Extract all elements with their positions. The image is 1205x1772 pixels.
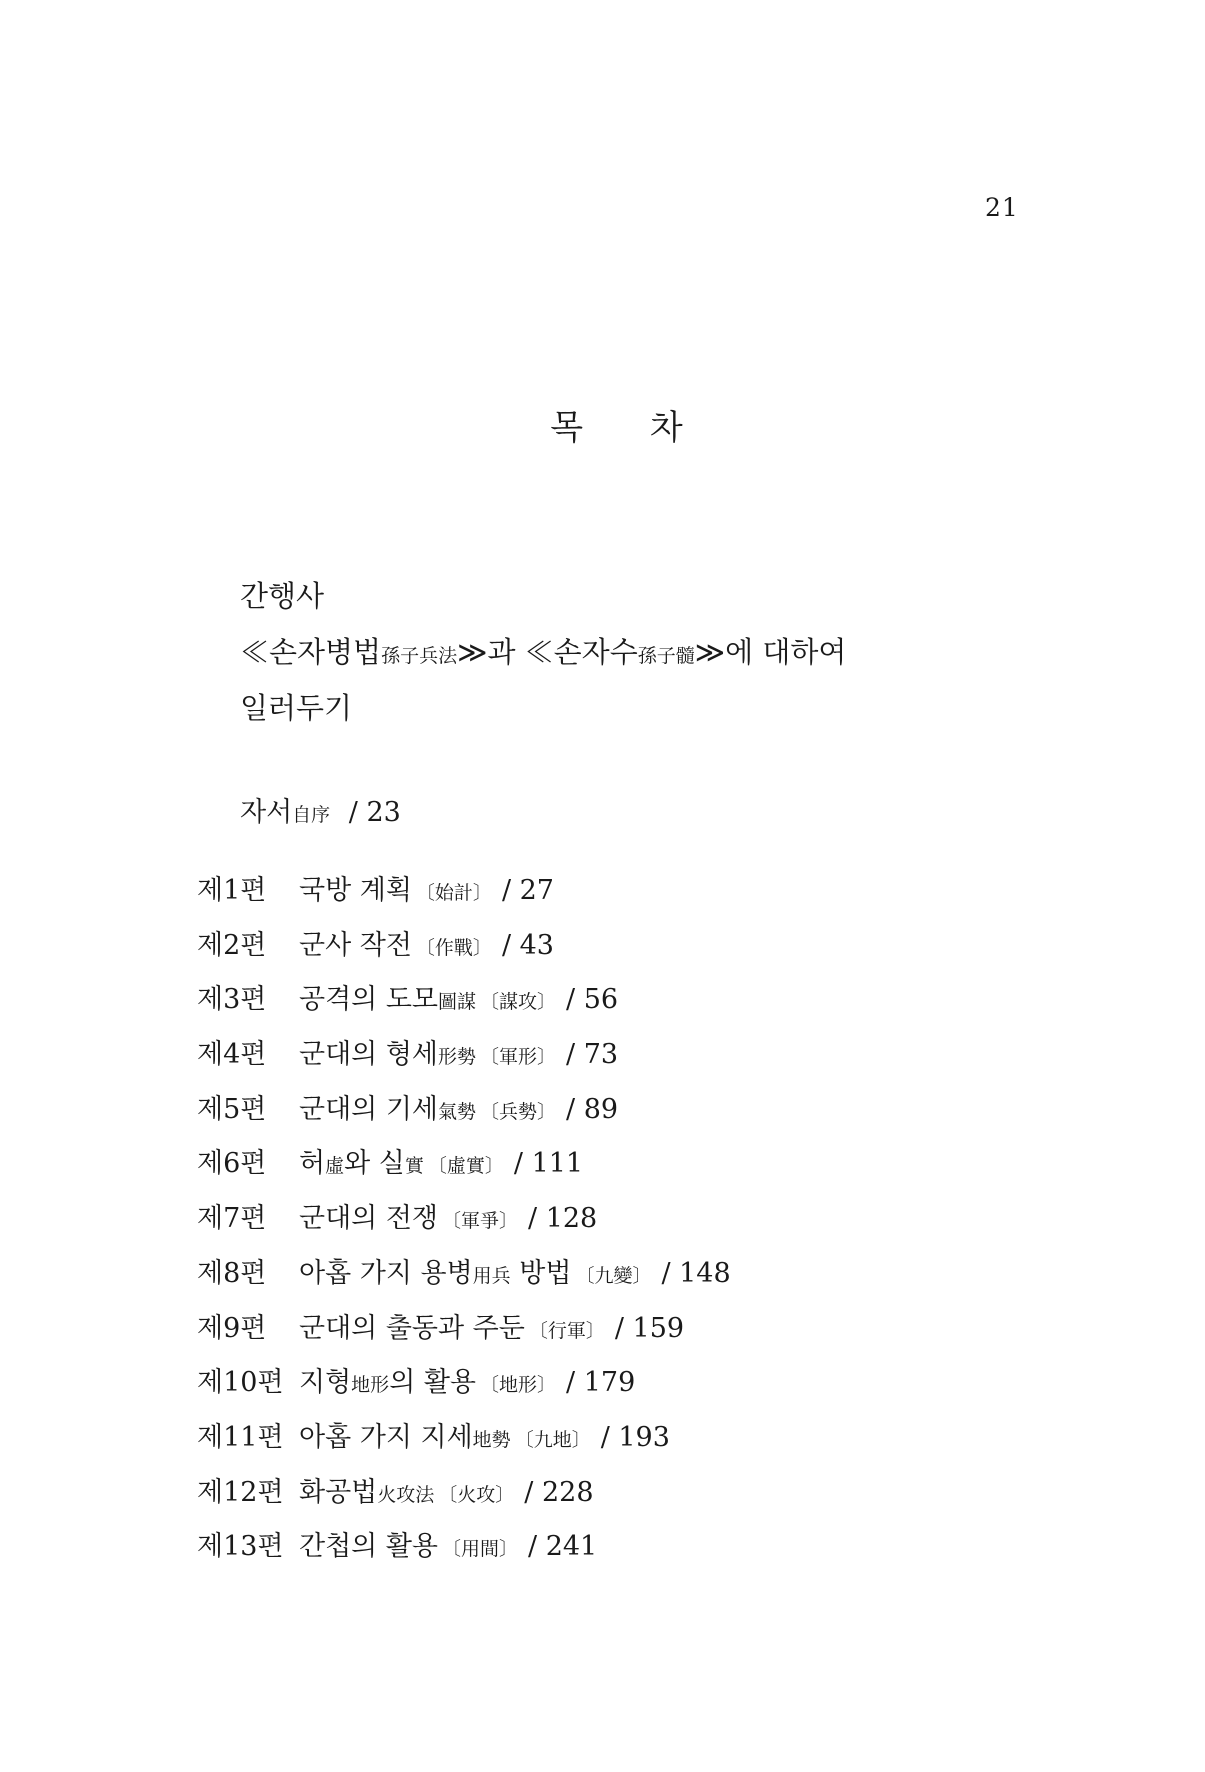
chapter-entry[interactable] [197,1083,731,1138]
title-text: 간첩의 활용 [299,1531,438,1563]
chapter-label: 제2편 [197,929,267,961]
chapter-page: / 228 [524,1476,594,1508]
hanja-text: 火攻法 [377,1483,435,1506]
chapter-title [299,973,476,1030]
chapter-title [299,1520,438,1575]
chapter-label: 제3편 [197,984,267,1016]
chapter-page: / 56 [566,984,619,1016]
hanja-text: 地形 [351,1374,390,1397]
title-text: 군사 작전 [299,929,412,961]
chapter-list [197,864,731,1575]
chapter-label: 제7편 [197,1203,267,1235]
chapter-title [299,1466,434,1523]
entry-text: 간행사 [240,579,325,613]
hanja-text: 形勢 [438,1046,477,1069]
chapter-original-title: 〔火攻〕 [438,1483,515,1506]
chapter-entry[interactable] [197,1247,731,1302]
chapter-label: 제9편 [197,1312,267,1344]
chapter-page: / 241 [528,1531,598,1563]
chapter-original-title: 〔九變〕 [575,1264,652,1287]
chapter-label: 제11편 [197,1421,284,1453]
chapter-original-title: 〔謀攻〕 [480,991,557,1014]
chapter-original-title: 〔軍爭〕 [442,1210,519,1233]
front-matter-item[interactable] [240,624,846,680]
chapter-title [299,1028,476,1085]
front-matter-item[interactable] [240,680,846,736]
chapter-page: / 128 [528,1203,598,1235]
chapter-label: 제8편 [197,1257,267,1289]
chapter-original-title: 〔軍形〕 [480,1046,557,1069]
chapter-label: 제13편 [197,1531,284,1563]
hanja-text: 氣勢 [438,1100,477,1123]
title-text: 방법 [510,1257,572,1289]
chapter-label: 제1편 [197,875,267,906]
chapter-original-title: 〔作戰〕 [415,936,492,959]
title-text: 군대의 출동과 주둔 [299,1312,525,1344]
chapter-entry[interactable] [197,1411,731,1466]
chapter-entry[interactable] [197,1028,731,1083]
chapter-label: 제6편 [197,1148,267,1180]
entry-text: ≫에 대하여 [694,635,847,669]
hanja-text: 虛 [325,1155,345,1178]
chapter-title [299,1083,476,1140]
chapter-title [299,1411,511,1468]
preface-page: / 23 [348,797,401,828]
chapter-title [299,1137,424,1194]
hanja-text: 圖謀 [438,991,477,1014]
chapter-title [299,919,412,974]
chapter-label: 제12편 [197,1476,284,1508]
front-matter-item[interactable] [240,568,846,624]
chapter-entry[interactable] [197,1356,731,1411]
chapter-original-title: 〔虛實〕 [427,1155,504,1178]
chapter-label: 제4편 [197,1039,267,1071]
chapter-entry[interactable] [197,1520,731,1575]
chapter-original-title: 〔用間〕 [442,1538,519,1561]
chapter-page: / 27 [501,875,554,906]
chapter-page: / 89 [566,1093,619,1125]
chapter-page: / 179 [566,1367,636,1399]
entry-text: ≫과 ≪손자수 [457,635,638,669]
title-text: 화공법 [299,1476,378,1508]
chapter-label: 제10편 [197,1367,284,1399]
title-text: 지형 [299,1367,352,1399]
chapter-entry[interactable] [197,864,731,919]
hanja-text: 孫子兵法 [381,645,458,667]
page-title: 목 차 [550,408,711,448]
chapter-original-title: 〔始計〕 [415,882,492,904]
hanja-text: 地勢 [472,1428,511,1451]
chapter-entry[interactable] [197,1137,731,1192]
chapter-original-title: 〔九地〕 [514,1428,591,1451]
title-text: 군대의 전쟁 [299,1203,438,1235]
front-matter-list [240,568,846,736]
chapter-title [299,1192,438,1247]
chapter-title [299,1356,476,1413]
chapter-page: / 73 [566,1039,619,1071]
title-text: 아홉 가지 용병 [299,1257,473,1289]
chapter-page: / 111 [513,1148,584,1180]
title-text: 군대의 형세 [299,1039,438,1071]
chapter-entry[interactable] [197,1466,731,1521]
hanja-text: 用兵 [472,1264,511,1287]
chapter-entry[interactable] [197,973,731,1028]
chapter-entry[interactable] [197,1302,731,1357]
chapter-title [299,1302,525,1357]
preface-entry[interactable] [240,790,401,829]
title-text: 허 [299,1148,326,1180]
chapter-page: / 148 [661,1257,731,1289]
title-text: 군대의 기세 [299,1093,438,1125]
chapter-title [299,864,412,919]
chapter-original-title: 〔地形〕 [480,1374,557,1397]
hanja-text: 孫子髓 [637,645,695,667]
title-text: 아홉 가지 지세 [299,1421,473,1453]
entry-text: 일러두기 [240,691,353,725]
title-text: 공격의 도모 [299,984,438,1016]
chapter-original-title: 〔兵勢〕 [480,1100,557,1123]
preface-title: 자서 [240,797,293,828]
chapter-entry[interactable] [197,1192,731,1247]
chapter-page: / 43 [501,929,554,961]
chapter-label: 제5편 [197,1093,267,1125]
page-number: 21 [985,193,1019,222]
preface-hanja: 自序 [292,804,331,826]
entry-text: ≪손자병법 [240,635,382,669]
chapter-original-title: 〔行軍〕 [528,1319,605,1342]
chapter-entry[interactable] [197,919,731,974]
title-text: 국방 계획 [299,875,412,906]
title-text: 의 활용 [389,1367,477,1399]
chapter-title [299,1247,571,1304]
title-text: 와 실 [344,1148,405,1180]
chapter-page: / 159 [614,1312,685,1344]
chapter-page: / 193 [600,1421,670,1453]
hanja-text: 實 [404,1155,424,1178]
